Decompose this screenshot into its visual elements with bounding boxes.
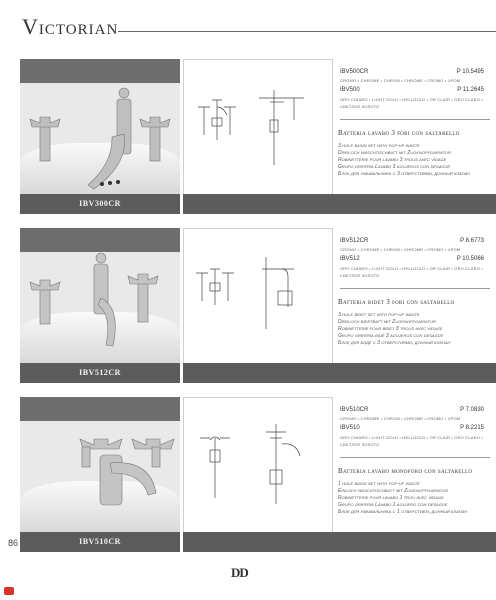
product-code: IBV500 — [340, 87, 360, 93]
product-code: IBV500CR — [340, 69, 369, 75]
product-section-2 — [20, 228, 496, 383]
product-section-3 — [20, 397, 496, 552]
corner-badge-icon — [4, 587, 14, 595]
product-description: 1 hole basin set with pop-up waste Einloch waschtischbatt mit Zugknopfgarnitur Robinetterie pour lavabo 1 trou avec vidage Grupo grifería Lavabo 1 agujero con desagüe Блок для умывальника с 1 отверстием, донный клапан — [338, 481, 468, 515]
product-code: IBV510 — [340, 425, 360, 431]
title-rule — [118, 31, 496, 32]
finish-text: CROMO • CHROME • CHROM • CHROME • CROMO • ХРОМ — [340, 247, 461, 252]
technical-drawing-svg — [184, 398, 332, 528]
product-info — [336, 397, 496, 552]
product-photo-label: IBV510CR — [79, 537, 121, 546]
product-photo — [20, 59, 180, 214]
product-photo — [20, 397, 180, 552]
product-code: IBV510CR — [340, 407, 369, 413]
product-price: P 10.5066 — [456, 256, 484, 262]
page-title: Victorian — [22, 14, 119, 39]
product-price: P 8.2215 — [460, 425, 484, 431]
finish-text: ORO CHIARO • LIGHT GOLD • HELLGOLD • OR CLAIR • ORO CLARO • СВЕТЛОЕ ЗОЛОТО — [340, 97, 483, 109]
product-info — [336, 228, 496, 383]
technical-drawing-svg — [184, 60, 332, 190]
faucet-illustration — [20, 397, 180, 552]
product-section-1 — [20, 59, 496, 214]
page-number: 86 — [8, 538, 19, 548]
product-price: P 8.6773 — [460, 238, 484, 244]
product-photo — [20, 228, 180, 383]
finish-text: CROMO • CHROME • CHROM • CHROME • CROMO • ХРОМ — [340, 416, 461, 421]
technical-drawing-svg — [184, 229, 332, 359]
brand-logo: DD — [231, 565, 248, 580]
technical-drawing — [183, 397, 333, 552]
finish-text: CROMO • CHROME • CHROM • CHROME • CROMO • ХРОМ — [340, 78, 461, 83]
technical-drawing — [183, 228, 333, 383]
product-code: IBV512 — [340, 256, 360, 262]
product-info — [336, 59, 496, 214]
product-price: P 11.2645 — [457, 87, 484, 93]
faucet-illustration — [20, 228, 180, 383]
product-price: P 7.0830 — [460, 407, 484, 413]
product-price: P 10.5495 — [456, 69, 484, 75]
product-photo-label: IBV300CR — [79, 199, 121, 208]
product-title: Batteria bidet 3 fori con saltarello — [338, 298, 455, 306]
faucet-illustration — [20, 59, 180, 214]
technical-drawing — [183, 59, 333, 214]
product-title: Batteria lavabo monoforo con saltarello — [338, 467, 473, 475]
finish-text: ORO CHIARO • LIGHT GOLD • HELLGOLD • OR CLAIR • ORO CLARO • СВЕТЛОЕ ЗОЛОТО — [340, 435, 483, 447]
product-code: IBV512CR — [340, 238, 369, 244]
product-description: 3 hole basin set with pop-up waste Dreiloch waschtischbatt mit Zugknopfgarnitur Robinetterie pour lavabo 3 trous avec vidage Grupo grifería Lavabo 3 agujeros con desagüe Блок для умывальника с 3 отверстиями, донный клапан — [338, 143, 471, 177]
product-photo-label: IBV512CR — [79, 368, 121, 377]
finish-text: ORO CHIARO • LIGHT GOLD • HELLGOLD • OR CLAIR • ORO CLARO • СВЕТЛОЕ ЗОЛОТО — [340, 266, 483, 278]
product-description: 3 hole bidet set with pop-up waste Dreiloch bidetbatt mit Zugknopfgarnitur Robinetterie pour bidet 3 trous avec vidage Grupo grifería bidé 3 agujeros con desagüe Блок для биде с 3 отверстиями, донный клапан — [338, 312, 451, 346]
product-title: Batteria lavabo 3 fori con saltarello — [338, 129, 460, 137]
